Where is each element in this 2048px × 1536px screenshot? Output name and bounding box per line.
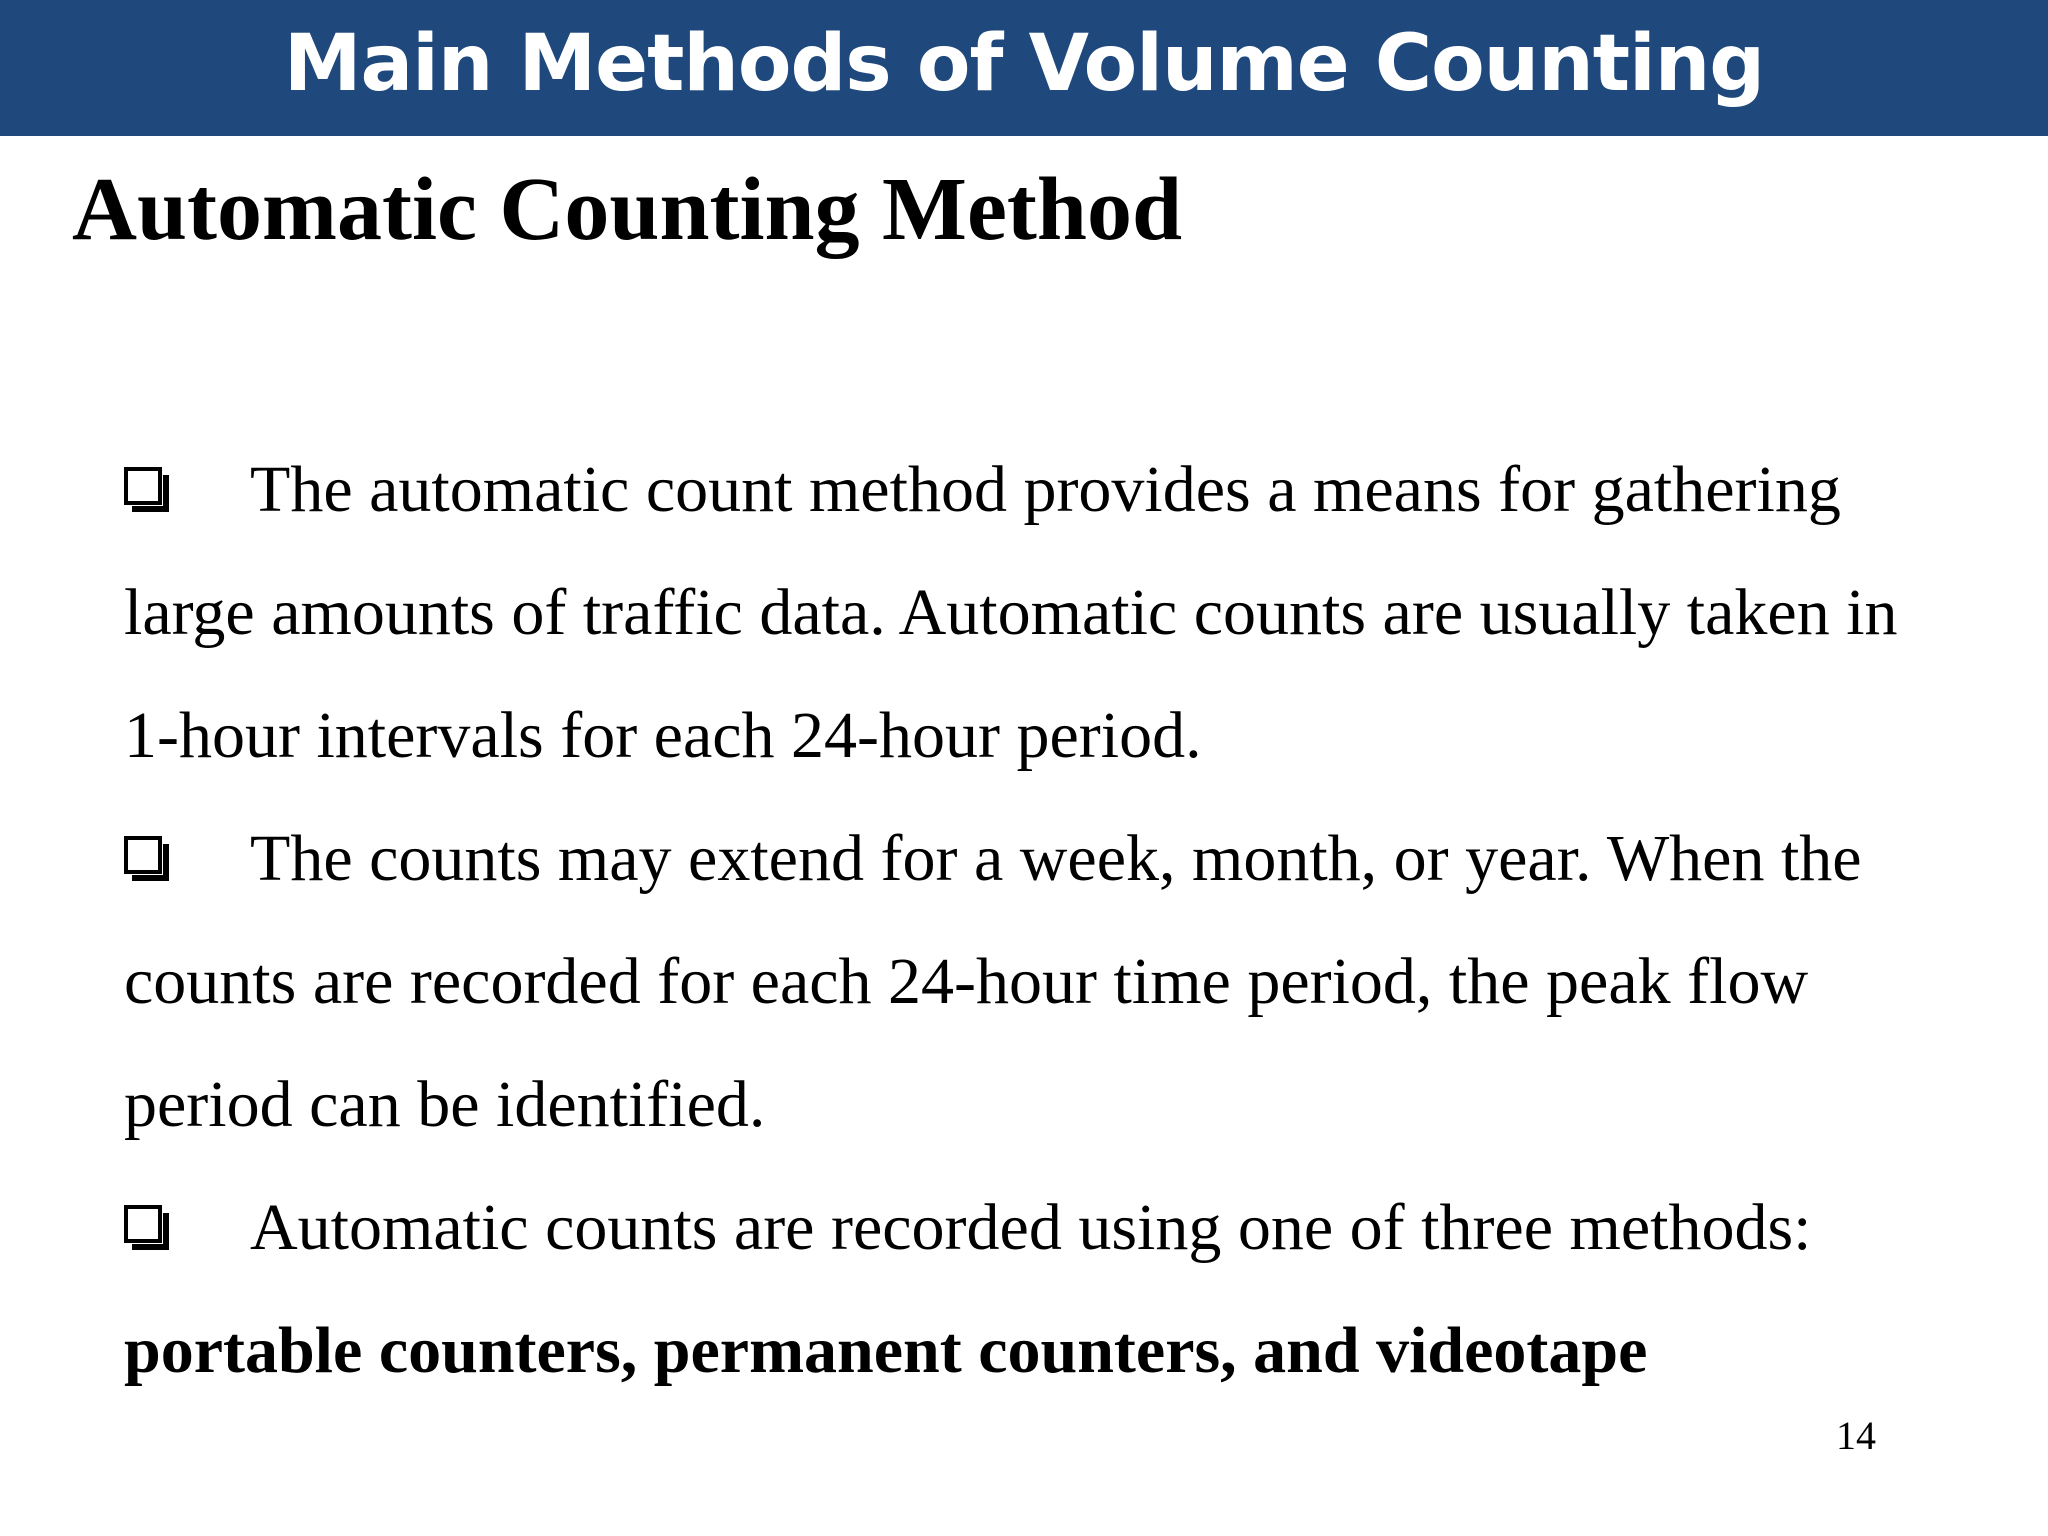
checkbox-square-icon <box>124 1205 170 1251</box>
slide-title: Main Methods of Volume Counting <box>283 19 1765 109</box>
bullet-text: The automatic count method provides a means for gathering large amounts of traffic data. Automatic counts are usually taken in 1-hour intervals for each 24-hour period. <box>124 453 1898 772</box>
bullet-bold-text: portable counters, permanent counters, and videotape <box>124 1314 1648 1387</box>
page-number: 14 <box>1836 1413 1876 1458</box>
bullet-item <box>124 1166 1944 1412</box>
checkbox-square-icon <box>124 467 170 513</box>
checkbox-square-icon <box>124 836 170 882</box>
bullet-text: Automatic counts are recorded using one of three methods: <box>250 1191 1812 1264</box>
section-heading: Automatic Counting Method <box>72 160 1183 259</box>
bullet-list <box>124 428 1944 1412</box>
bullet-item <box>124 797 1944 1166</box>
bullet-item <box>124 428 1944 797</box>
title-bar <box>0 0 2048 136</box>
bullet-text: The counts may extend for a week, month, or year. When the counts are recorded for each 24-hour time period, the peak flow period can be identified. <box>124 822 1862 1141</box>
